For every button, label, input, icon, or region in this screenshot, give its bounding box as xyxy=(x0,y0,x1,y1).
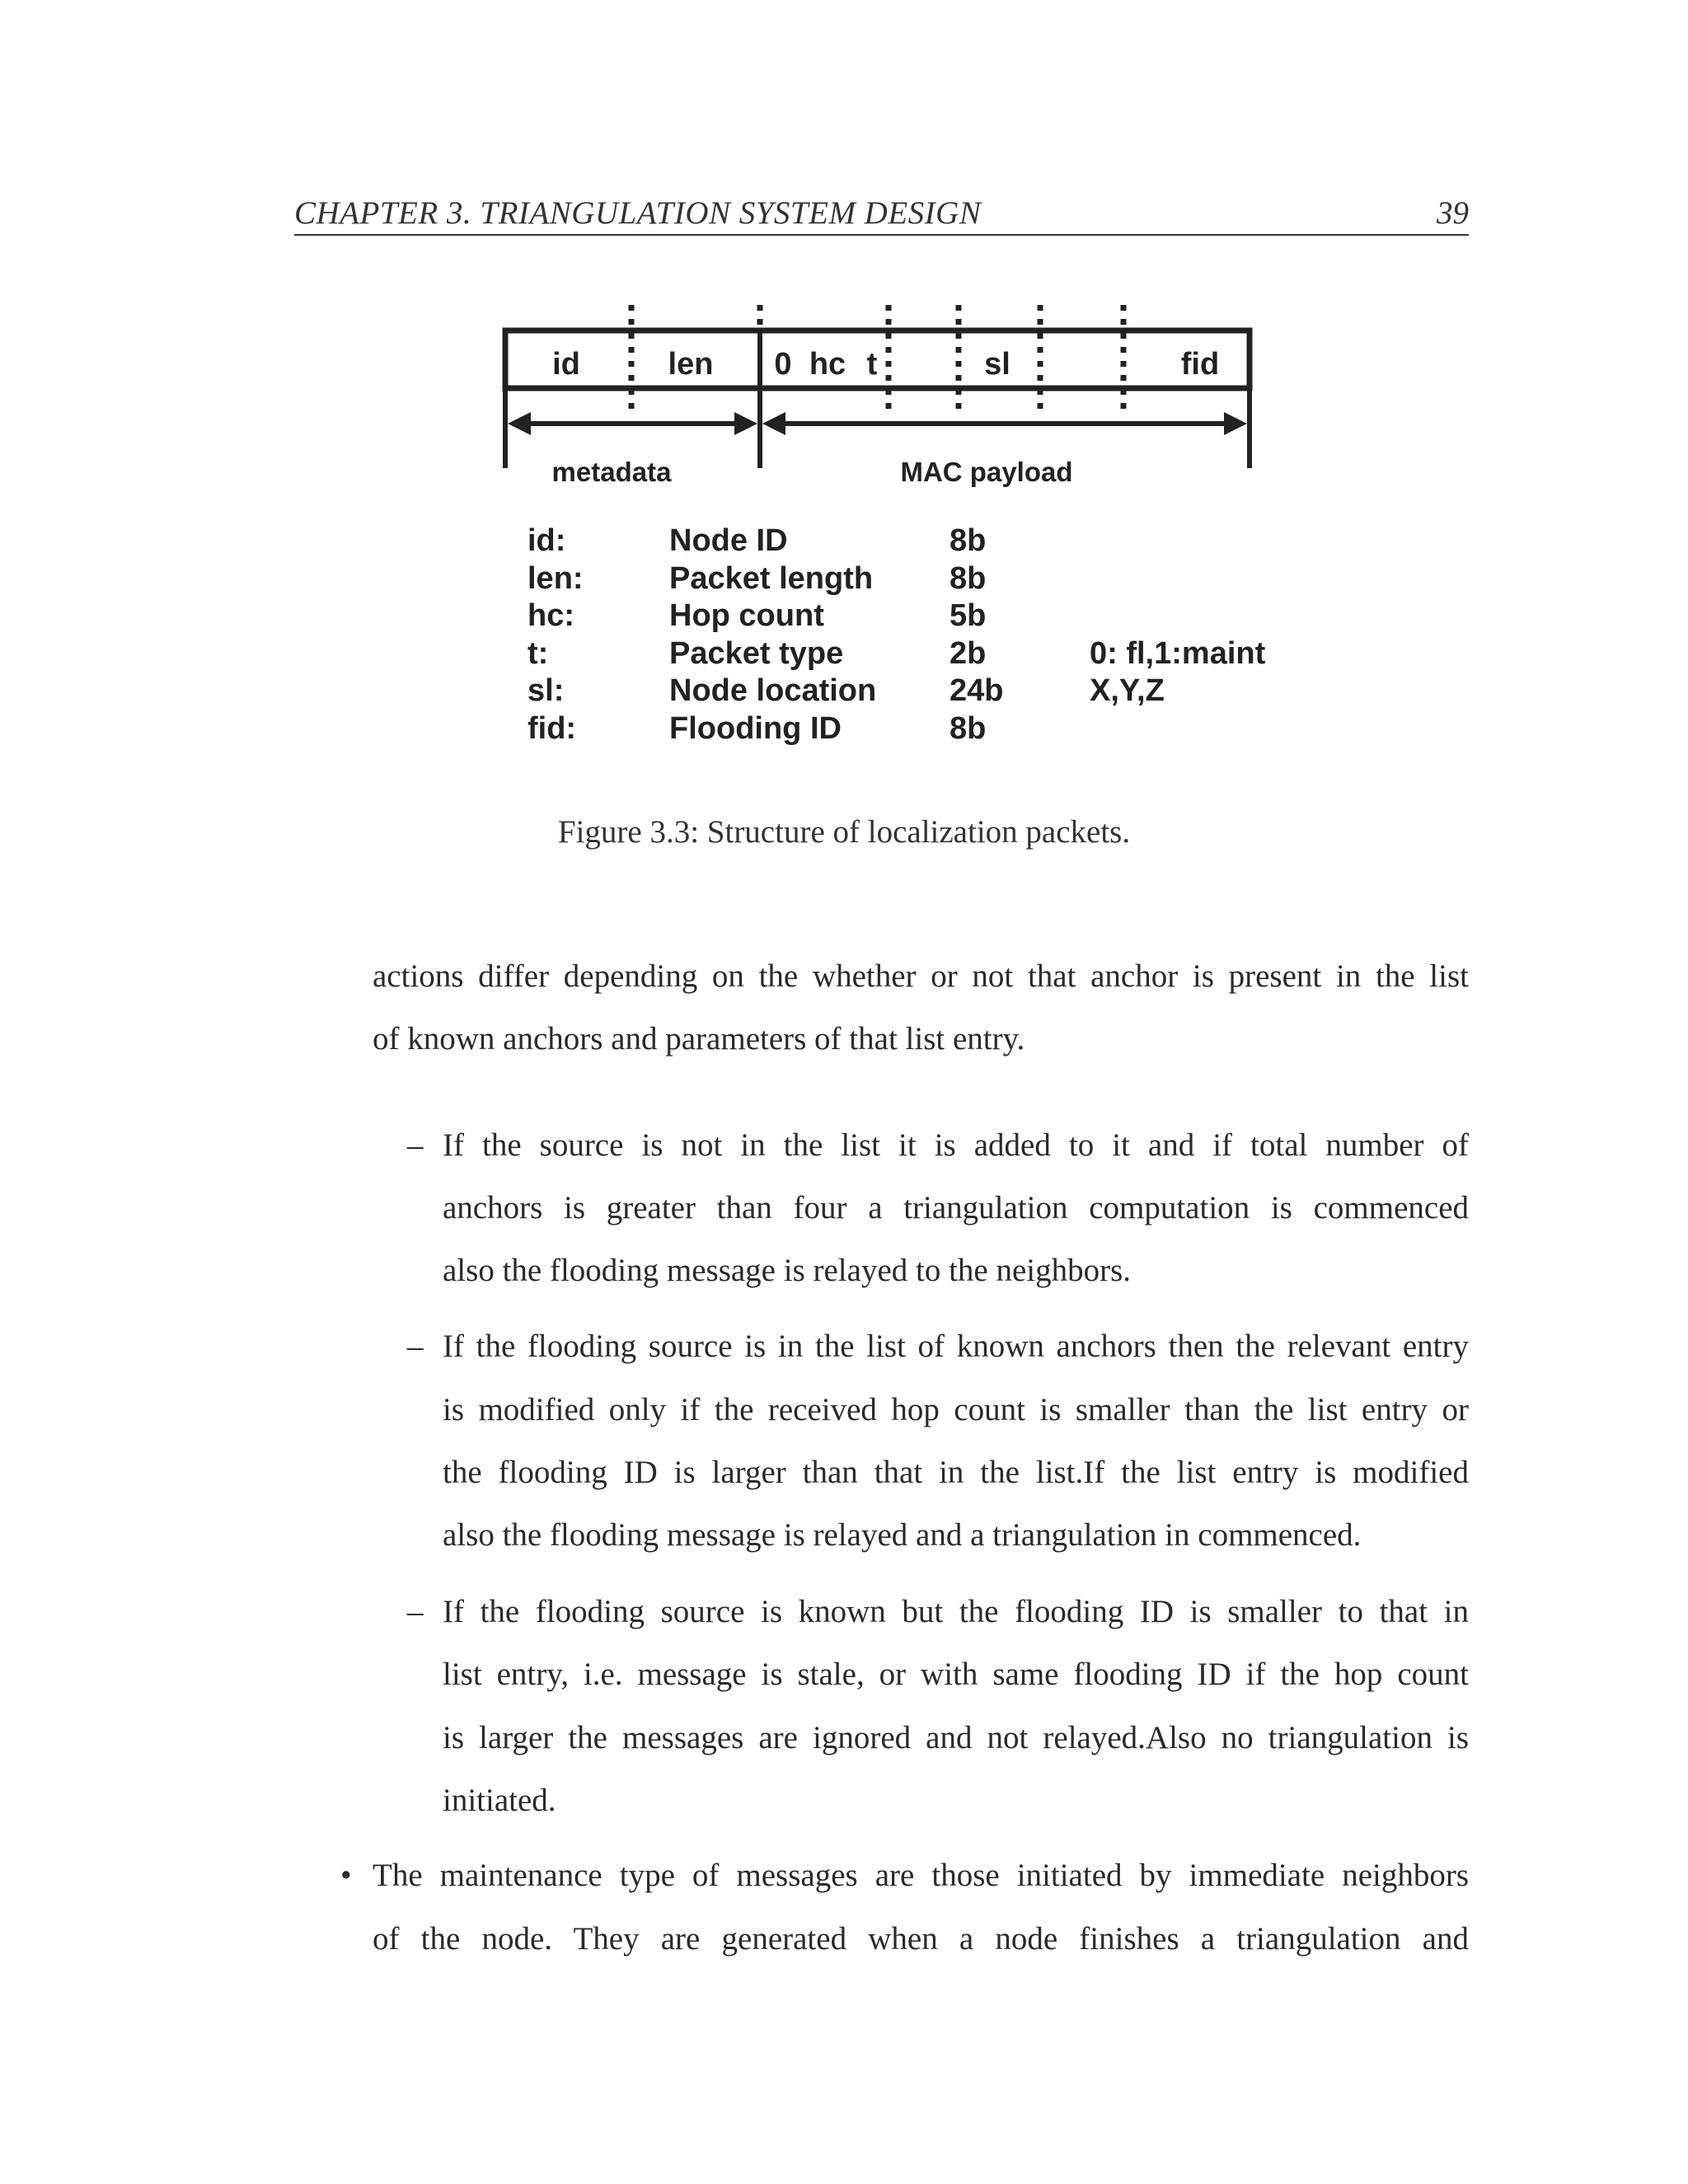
legend-name: Hop count xyxy=(669,598,824,633)
dash-item-line: If the flooding source is in the list of known anchors then the relevant entry xyxy=(443,1329,1469,1364)
metadata-arrow-left-head xyxy=(508,412,531,435)
dash-item-line: If the flooding source is known but the flooding ID is smaller to that in xyxy=(443,1594,1469,1629)
legend-bits: 8b xyxy=(950,523,987,558)
legend-name: Packet length xyxy=(669,560,874,596)
packet-structure-figure xyxy=(0,0,1688,865)
payload-arrow-left-head xyxy=(762,412,785,435)
legend-note: X,Y,Z xyxy=(1090,673,1165,708)
legend-abbr: len: xyxy=(528,560,584,596)
field-hc: hc xyxy=(809,347,846,382)
legend-abbr: id: xyxy=(528,523,566,558)
region-mac-payload-label: MAC payload xyxy=(900,457,1073,487)
legend-bits: 8b xyxy=(950,560,987,596)
paragraph-line: of known anchors and parameters of that list entry. xyxy=(373,1021,1025,1057)
field-id: id xyxy=(552,347,580,382)
dash-item-line: the flooding ID is larger than that in the list.If the list entry is modified xyxy=(443,1455,1469,1490)
field-len: len xyxy=(668,347,714,382)
field-sl: sl xyxy=(984,347,1010,382)
legend-note: 0: fl,1:maint xyxy=(1090,635,1266,671)
legend-bits: 2b xyxy=(950,635,987,671)
legend-name: Flooding ID xyxy=(669,710,842,746)
figure-caption: Figure 3.3: Structure of localization packets. xyxy=(557,814,1131,850)
field-t: t xyxy=(866,347,878,382)
dash-item-line: If the source is not in the list it is added to it and if total number of xyxy=(443,1127,1469,1163)
payload-arrow-right-head xyxy=(1224,412,1247,435)
bullet-item-line: of the node. They are generated when a node finishes a triangulation and xyxy=(373,1921,1469,1957)
bullet-marker: • xyxy=(340,1858,352,1893)
region-metadata-label: metadata xyxy=(551,457,672,487)
legend-abbr: fid: xyxy=(528,710,577,746)
legend-name: Node location xyxy=(669,673,877,708)
dash-marker: – xyxy=(407,1329,424,1364)
dash-marker: – xyxy=(407,1127,424,1163)
legend-name: Packet type xyxy=(669,635,844,671)
dash-item-line: is larger the messages are ignored and not relayed.Also no triangulation is xyxy=(443,1720,1469,1755)
bullet-item-line: The maintenance type of messages are those initiated by immediate neighbors xyxy=(373,1858,1469,1893)
dash-item-line: list entry, i.e. message is stale, or with same flooding ID if the hop count xyxy=(443,1657,1469,1692)
dash-item-line: also the flooding message is relayed and a triangulation in commenced. xyxy=(443,1517,1362,1553)
legend-bits: 8b xyxy=(950,710,987,746)
dash-item-line: also the flooding message is relayed to the neighbors. xyxy=(443,1253,1132,1288)
dash-item-line: anchors is greater than four a triangulation computation is commenced xyxy=(443,1190,1469,1226)
paragraph-line: actions differ depending on the whether or not that anchor is present in the list xyxy=(373,958,1469,994)
legend-abbr: t: xyxy=(528,635,549,671)
legend-abbr: sl: xyxy=(528,673,565,708)
field-zero: 0 xyxy=(774,347,792,382)
chapter-title: CHAPTER 3. TRIANGULATION SYSTEM DESIGN xyxy=(294,195,982,231)
dash-item-line: initiated. xyxy=(443,1783,556,1818)
legend-bits: 24b xyxy=(950,673,1004,708)
packet-box xyxy=(505,330,1250,388)
legend-abbr: hc: xyxy=(528,598,574,633)
metadata-arrow-right-head xyxy=(734,412,757,435)
page-number: 39 xyxy=(1437,195,1469,231)
legend-bits: 5b xyxy=(950,598,987,633)
legend-name: Node ID xyxy=(669,523,788,558)
dash-marker: – xyxy=(407,1594,424,1629)
dash-item-line: is modified only if the received hop count is smaller than the list entry or xyxy=(443,1392,1469,1427)
field-fid: fid xyxy=(1180,347,1220,382)
packet-diagram xyxy=(0,0,1688,865)
